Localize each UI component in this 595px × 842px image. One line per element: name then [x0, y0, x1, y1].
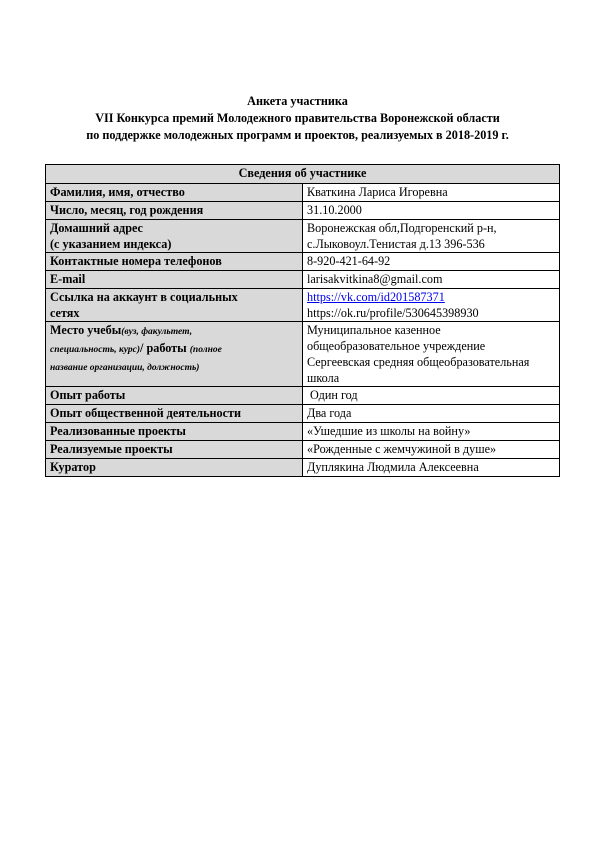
- social-label-line-1: Ссылка на аккаунт в социальных: [50, 290, 238, 304]
- table-row: [46, 423, 560, 441]
- study-label-note-4: название организации, должность): [50, 363, 200, 373]
- curator-value: Дуплякина Людмила Алексеевна: [303, 459, 560, 477]
- vk-link[interactable]: https://vk.com/id201587371: [307, 290, 445, 304]
- title-line-2: VII Конкурса премий Молодежного правительства Воронежской области: [95, 111, 500, 125]
- table-row: [46, 459, 560, 477]
- study-value-line-3: Сергеевская средняя общеобразовательная: [307, 355, 530, 369]
- work-exp-value: Один год: [303, 387, 560, 405]
- study-label-main: Место учебы: [50, 323, 122, 337]
- social-exp-label: Опыт общественной деятельности: [46, 405, 303, 423]
- work-label-main: / работы: [140, 341, 187, 355]
- table-row: [46, 202, 560, 220]
- curator-label: Куратор: [46, 459, 303, 477]
- dob-label: Число, месяц, год рождения: [46, 202, 303, 220]
- table-row: [46, 289, 560, 322]
- study-value-line-4: школа: [307, 371, 340, 385]
- email-label: E-mail: [46, 271, 303, 289]
- social-label-line-2: сетях: [50, 306, 80, 320]
- current-projects-label: Реализуемые проекты: [46, 441, 303, 459]
- study-value-line-1: Муниципальное казенное: [307, 323, 441, 337]
- address-value-line-2: с.Лыковоул.Тенистая д.13 396-536: [307, 237, 485, 251]
- current-projects-value: «Рожденные с жемчужиной в душе»: [303, 441, 560, 459]
- study-label-note-1: (вуз, факультет,: [121, 327, 193, 337]
- phone-label: Контактные номера телефонов: [46, 253, 303, 271]
- email-value: larisakvitkina8@gmail.com: [303, 271, 560, 289]
- name-label: Фамилия, имя, отчество: [46, 184, 303, 202]
- name-value: Кваткина Лариса Игоревна: [303, 184, 560, 202]
- work-exp-label: Опыт работы: [46, 387, 303, 405]
- address-label: [46, 220, 303, 253]
- social-value: [303, 289, 560, 322]
- title-line-3: по поддержке молодежных программ и проектов, реализуемых в 2018-2019 г.: [86, 128, 509, 142]
- study-label: [46, 322, 303, 387]
- phone-value: 8-920-421-64-92: [303, 253, 560, 271]
- table-row: [46, 441, 560, 459]
- done-projects-value: «Ушедшие из школы на войну»: [303, 423, 560, 441]
- social-label: [46, 289, 303, 322]
- address-value: [303, 220, 560, 253]
- study-value: [303, 322, 560, 387]
- address-value-line-1: Воронежская обл,Подгоренский р-н,: [307, 221, 497, 235]
- address-label-line-2: (с указанием индекса): [50, 237, 172, 251]
- table-row: [46, 387, 560, 405]
- social-exp-value: Два года: [303, 405, 560, 423]
- table-row: [46, 253, 560, 271]
- table-row: [46, 405, 560, 423]
- table-row: [46, 322, 560, 387]
- address-label-line-1: Домашний адрес: [50, 221, 143, 235]
- title-line-1: Анкета участника: [247, 94, 348, 108]
- document-title: [0, 93, 595, 144]
- table-row: [46, 271, 560, 289]
- dob-value: 31.10.2000: [303, 202, 560, 220]
- study-label-note-3: (полное: [189, 345, 222, 355]
- done-projects-label: Реализованные проекты: [46, 423, 303, 441]
- study-label-note-2: специальность, курс): [50, 345, 141, 355]
- ok-link[interactable]: https://ok.ru/profile/530645398930: [307, 306, 479, 320]
- table-row: [46, 220, 560, 253]
- table-header: Сведения об участнике: [46, 165, 560, 184]
- study-value-line-2: общеобразовательное учреждение: [307, 339, 486, 353]
- table-row: [46, 184, 560, 202]
- participant-info-table: [45, 164, 560, 477]
